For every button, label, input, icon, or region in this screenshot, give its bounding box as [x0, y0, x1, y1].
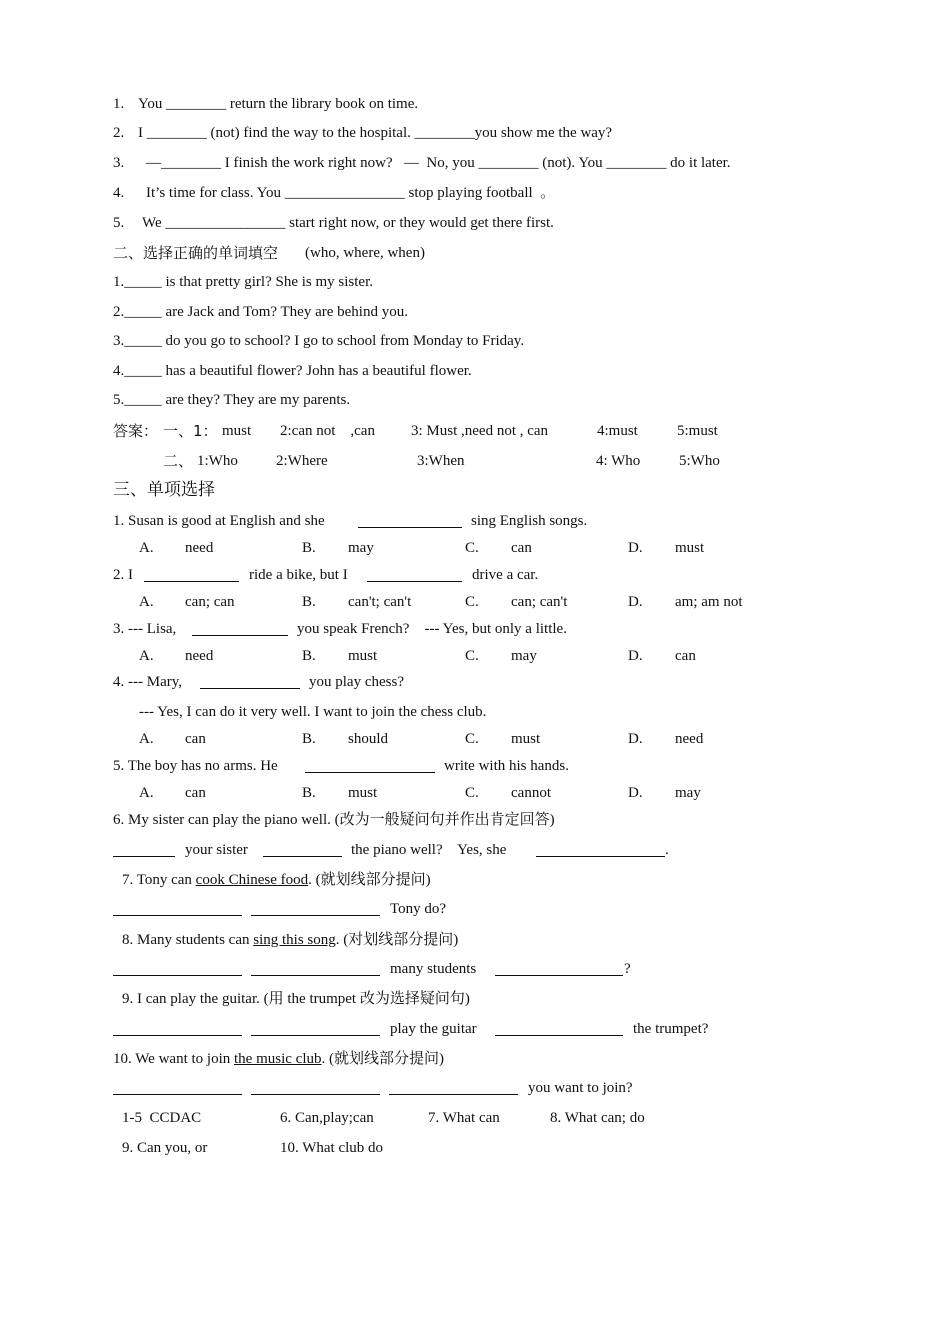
answer: 4: Who: [596, 453, 641, 469]
question-lead: 10. We want to join: [113, 1051, 235, 1067]
instruction: . (就划线部分提问): [308, 872, 431, 888]
answer-blank: [251, 1022, 380, 1036]
option-letter: A.: [139, 540, 154, 556]
answer: 3: Must ,need not , can: [411, 423, 549, 439]
question-text: 4. --- Mary,: [113, 674, 183, 690]
answer: 1:Who: [197, 453, 238, 469]
question-text: Tony do?: [390, 901, 447, 917]
option-text: must: [348, 785, 378, 801]
answer: 2:can not ,can: [280, 423, 375, 439]
question-text: ?: [624, 961, 631, 977]
option-text: can: [675, 648, 696, 664]
key-entry: 1-5 CCDAC: [122, 1110, 202, 1126]
answer-blank: [113, 843, 175, 857]
question-text: sing English songs.: [471, 513, 588, 529]
part2-item-1: 1._____ is that pretty girl? She is my sister.: [113, 274, 373, 290]
underlined-part: sing this song: [253, 932, 336, 948]
answer-blank: [113, 1081, 242, 1095]
key-entry: 8. What can; do: [550, 1110, 645, 1126]
item-number: 1.: [113, 96, 125, 112]
option-text: can: [511, 540, 532, 556]
answer-blank: [113, 962, 242, 976]
answer-blank: [144, 568, 239, 582]
part2-item-3: 3._____ do you go to school? I go to school from Monday to Friday.: [113, 333, 525, 349]
answers-part1-label: 一、1：: [163, 422, 218, 440]
question-text: the piano well? Yes, she: [351, 842, 507, 858]
item-text: I ________ (not) find the way to the hospital. ________you show me the way?: [138, 125, 613, 141]
option-text: should: [348, 731, 389, 747]
option-text: can't; can't: [348, 594, 412, 610]
question-text: you speak French? --- Yes, but only a little.: [297, 621, 567, 637]
part2-item-5: 5._____ are they? They are my parents.: [113, 392, 351, 408]
option-letter: D.: [628, 731, 643, 747]
option-letter: D.: [628, 594, 643, 610]
option-text: can; can: [185, 594, 235, 610]
option-text: can: [185, 731, 206, 747]
option-text: can: [185, 785, 206, 801]
option-text: am; am not: [675, 594, 743, 610]
option-text: must: [675, 540, 705, 556]
option-letter: B.: [302, 731, 316, 747]
question-text: many students: [390, 961, 477, 977]
answer-blank: [367, 568, 462, 582]
answer-blank: [251, 1081, 380, 1095]
question-text: [113, 1050, 444, 1068]
key-entry: 7. What can: [428, 1110, 500, 1126]
question-text: the trumpet?: [633, 1021, 709, 1037]
underlined-part: the music club: [234, 1051, 322, 1067]
part2-item-2: 2._____ are Jack and Tom? They are behind you.: [113, 304, 408, 320]
part3-heading: 三、单项选择: [113, 480, 215, 500]
question-lead: 7. Tony can: [122, 872, 196, 888]
answer-blank: [305, 759, 435, 773]
option-text: may: [348, 540, 374, 556]
option-letter: B.: [302, 540, 316, 556]
answer: 3:When: [417, 453, 465, 469]
key-entry: 9. Can you, or: [122, 1140, 208, 1156]
answer: 2:Where: [276, 453, 328, 469]
option-letter: D.: [628, 648, 643, 664]
answer-blank: [113, 902, 242, 916]
question-4-reply: --- Yes, I can do it very well. I want to join the chess club.: [139, 704, 487, 720]
option-letter: C.: [465, 731, 479, 747]
key-entry: 10. What club do: [280, 1140, 384, 1156]
option-letter: C.: [465, 785, 479, 801]
question-text: drive a car.: [472, 567, 539, 583]
option-letter: B.: [302, 648, 316, 664]
answer-blank: [495, 1022, 623, 1036]
question-6: 6. My sister can play the piano well. (改为一般疑问句并作出肯定回答): [113, 812, 555, 828]
question-text: you play chess?: [309, 674, 404, 690]
answer: must: [222, 423, 252, 439]
answer-blank: [495, 962, 623, 976]
option-letter: B.: [302, 594, 316, 610]
question-text: play the guitar: [390, 1021, 477, 1037]
answer-blank: [358, 514, 462, 528]
option-letter: B.: [302, 785, 316, 801]
answer-blank: [389, 1081, 518, 1095]
question-text: write with his hands.: [444, 758, 569, 774]
instruction: . (就划线部分提问): [321, 1051, 444, 1067]
option-letter: C.: [465, 594, 479, 610]
question-text: 1. Susan is good at English and she: [113, 513, 325, 529]
answers-label: 答案：: [113, 422, 159, 440]
item-text: It’s time for class. You ________________ stop playing football 。: [146, 185, 556, 201]
item-number: 2.: [113, 125, 125, 141]
key-entry: 6. Can,play;can: [280, 1110, 374, 1126]
question-lead: 8. Many students can: [122, 932, 254, 948]
option-letter: A.: [139, 785, 154, 801]
answer: 5:must: [677, 423, 718, 439]
item-text: You ________ return the library book on time.: [138, 96, 419, 112]
option-letter: A.: [139, 594, 154, 610]
item-text: We ________________ start right now, or they would get there first.: [142, 215, 554, 231]
option-letter: A.: [139, 648, 154, 664]
item-number: 3.: [113, 155, 125, 171]
question-text: [122, 871, 431, 889]
answer: 5:Who: [679, 453, 720, 469]
answer-blank: [192, 622, 288, 636]
word-bank: (who, where, when): [305, 245, 425, 261]
option-text: need: [185, 540, 214, 556]
option-text: need: [675, 731, 704, 747]
answer-blank: [200, 675, 300, 689]
question-text: [122, 931, 458, 949]
question-9: 9. I can play the guitar. (用 the trumpet 改为选择疑问句): [122, 991, 470, 1007]
question-text: 2. I: [113, 567, 133, 583]
option-text: need: [185, 648, 214, 664]
option-letter: D.: [628, 540, 643, 556]
answers-part2-label: 二、: [163, 452, 194, 470]
part2-item-4: 4._____ has a beautiful flower? John has a beautiful flower.: [113, 363, 472, 379]
option-text: cannot: [511, 785, 551, 801]
option-letter: A.: [139, 731, 154, 747]
option-letter: D.: [628, 785, 643, 801]
answer-blank: [251, 962, 380, 976]
answer: 4:must: [597, 423, 638, 439]
option-letter: C.: [465, 648, 479, 664]
option-letter: C.: [465, 540, 479, 556]
section-title: 二、选择正确的单词填空: [113, 244, 279, 262]
option-text: must: [511, 731, 541, 747]
underlined-part: cook Chinese food: [195, 872, 309, 888]
answer-blank: [263, 843, 342, 857]
instruction: . (对划线部分提问): [335, 932, 459, 948]
answer-blank: [536, 843, 665, 857]
item-number: 5.: [113, 215, 125, 231]
question-text: .: [665, 842, 669, 858]
question-text: ride a bike, but I: [249, 567, 348, 583]
option-text: may: [511, 648, 537, 664]
item-number: 4.: [113, 185, 125, 201]
option-text: may: [675, 785, 701, 801]
answer-key-row-2: [0, 1139, 384, 1193]
question-text: you want to join?: [528, 1080, 633, 1096]
option-text: must: [348, 648, 378, 664]
question-text: 5. The boy has no arms. He: [113, 758, 278, 774]
question-text: 3. --- Lisa,: [113, 621, 177, 637]
answer-blank: [251, 902, 380, 916]
question-text: your sister: [185, 842, 248, 858]
item-text: —________ I finish the work right now? — No, you ________ (not). You ________ do it later.: [146, 155, 731, 171]
answer-blank: [113, 1022, 242, 1036]
option-text: can; can't: [511, 594, 568, 610]
